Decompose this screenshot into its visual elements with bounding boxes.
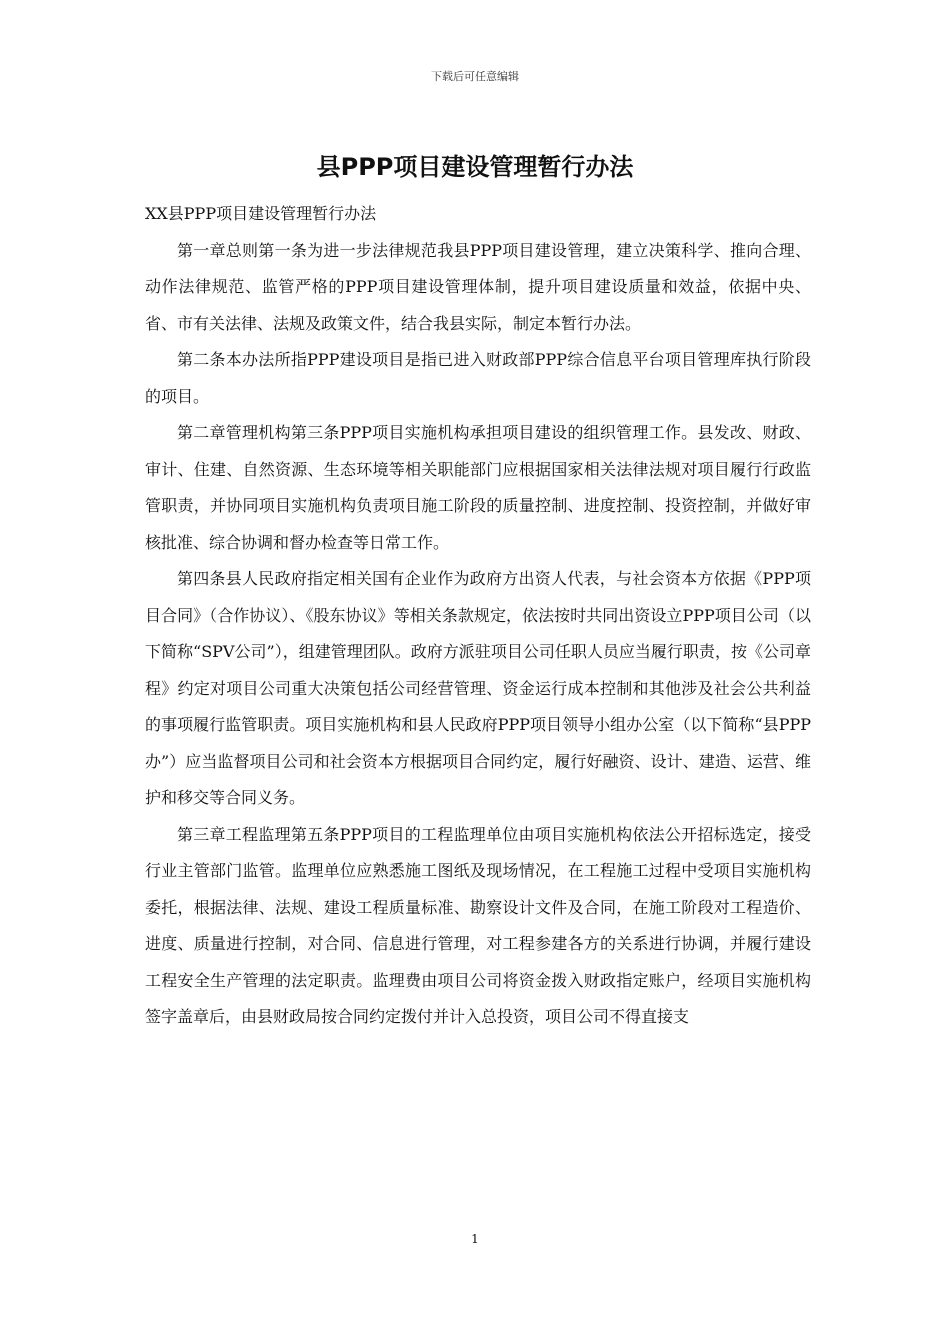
document-body: [145, 196, 811, 1036]
paragraph-5: 第三章工程监理第五条PPP项目的工程监理单位由项目实施机构依法公开招标选定，接受行业主管部门监管。监理单位应熟悉施工图纸及现场情况，在工程施工过程中受项目实施机构委托，根据法律、法规、建设工程质量标准、勘察设计文件及合同，在施工阶段对工程造价、进度、质量进行控制，对合同、信息进行管理，对工程参建各方的关系进行协调，并履行建设工程安全生产管理的法定职责。监理费由项目公司将资金拨入财政指定账户，经项目实施机构签字盖章后，由县财政局按合同约定拨付并计入总投资，项目公司不得直接支: [145, 824, 811, 1026]
paragraph-1: 第一章总则第一条为进一步法律规范我县PPP项目建设管理，建立决策科学、推向合理、动作法律规范、监管严格的PPP项目建设管理体制，提升项目建设质量和效益，依据中央、省、市有关法律、法规及政策文件，结合我县实际，制定本暂行办法。: [145, 240, 811, 333]
paragraph-3: 第二章管理机构第三条PPP项目实施机构承担项目建设的组织管理工作。县发改、财政、审计、住建、自然资源、生态环境等相关职能部门应根据国家相关法律法规对项目履行行政监管职责，并协同项目实施机构负责项目施工阶段的质量控制、进度控制、投资控制，并做好审核批准、综合协调和督办检查等日常工作。: [145, 423, 811, 552]
header-note: 下载后可任意编辑: [431, 70, 519, 83]
paragraph-2: 第二条本办法所指PPP建设项目是指已进入财政部PPP综合信息平台项目管理库执行阶段的项目。: [145, 350, 811, 406]
page-number: 1: [471, 1232, 479, 1246]
paragraph-4: 第四条县人民政府指定相关国有企业作为政府方出资人代表，与社会资本方依据《PPP项目合同》（合作协议）、《股东协议》等相关条款规定，依法按时共同出资设立PPP项目公司（以下简称“SPV公司”），组建管理团队。政府方派驻项目公司任职人员应当履行职责，按《公司章程》约定对项目公司重大决策包括公司经营管理、资金运行成本控制和其他涉及社会公共利益的事项履行监管职责。项目实施机构和县人民政府PPP项目领导小组办公室（以下简称“县PPP办”）应当监督项目公司和社会资本方根据项目合同约定，履行好融资、设计、建造、运营、维护和移交等合同义务。: [145, 569, 811, 807]
document-subtitle: XX县PPP项目建设管理暂行办法: [145, 204, 377, 223]
document-title: 县PPP项目建设管理暂行办法: [316, 153, 634, 181]
